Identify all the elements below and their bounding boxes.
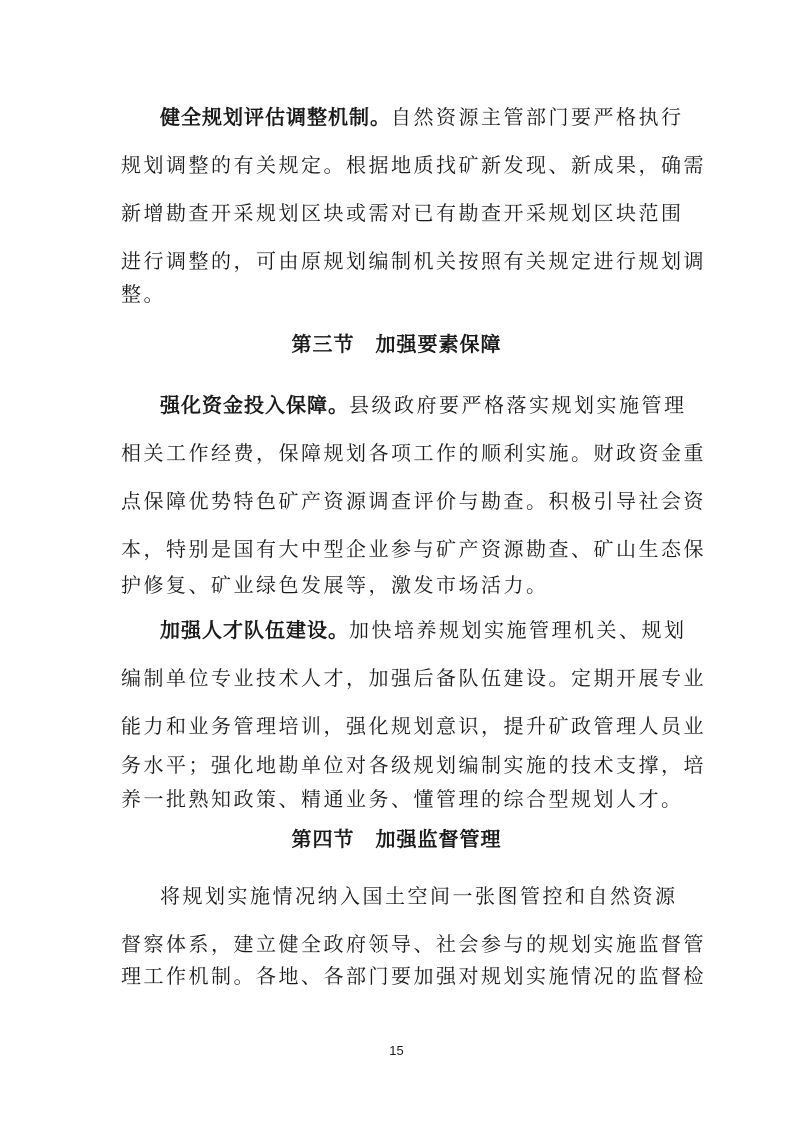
paragraph-line xyxy=(160,620,687,644)
paragraph-line: 点保障优势特色矿产资源调查评价与勘查。积极引导社会资 xyxy=(121,489,706,513)
paragraph-line xyxy=(160,395,687,419)
paragraph-line: 编制单位专业技术人才，加强后备队伍建设。定期开展专业 xyxy=(121,666,706,690)
paragraph-text: 自然资源主管部门要严格执行 xyxy=(391,105,684,129)
paragraph-line: 新增勘查开采规划区块或需对已有勘查开采规划区块范围 xyxy=(121,201,684,225)
page-number: 15 xyxy=(389,1043,404,1058)
paragraph-text: 加快培养规划实施管理机关、规划 xyxy=(349,618,687,642)
paragraph-text: 县级政府要严格落实规划实施管理 xyxy=(349,393,687,417)
paragraph-line: 将规划实施情况纳入国土空间一张图管控和自然资源 xyxy=(160,884,678,908)
paragraph-line xyxy=(160,107,684,131)
paragraph-lead-title: 强化资金投入保障。 xyxy=(160,393,349,417)
paragraph-line: 督察体系，建立健全政府领导、社会参与的规划实施监督管 xyxy=(121,932,706,956)
paragraph-line: 相关工作经费，保障规划各项工作的顺利实施。财政资金重 xyxy=(121,441,706,465)
paragraph-line: 理工作机制。各地、各部门要加强对规划实施情况的监督检 xyxy=(121,964,706,988)
paragraph-lead-title: 健全规划评估调整机制。 xyxy=(160,105,391,129)
paragraph-line: 本，特别是国有大中型企业参与矿产资源勘查、矿山生态保 xyxy=(121,537,706,561)
paragraph-lead-title: 加强人才队伍建设。 xyxy=(160,618,349,642)
paragraph-line: 养一批熟知政策、精通业务、懂管理的综合型规划人才。 xyxy=(121,787,684,811)
paragraph-line: 整。 xyxy=(121,282,166,306)
paragraph-line: 能力和业务管理培训，强化规划意识，提升矿政管理人员业 xyxy=(121,714,706,738)
paragraph-line: 进行调整的，可由原规划编制机关按照有关规定进行规划调 xyxy=(121,249,706,273)
section-heading: 第三节 加强要素保障 xyxy=(291,332,502,356)
section-heading: 第四节 加强监督管理 xyxy=(291,827,502,851)
paragraph-line: 规划调整的有关规定。根据地质找矿新发现、新成果，确需 xyxy=(121,153,706,177)
paragraph-line: 务水平；强化地勘单位对各级规划编制实施的技术支撑，培 xyxy=(121,753,706,777)
paragraph-line: 护修复、矿业绿色发展等，激发市场活力。 xyxy=(121,573,549,597)
